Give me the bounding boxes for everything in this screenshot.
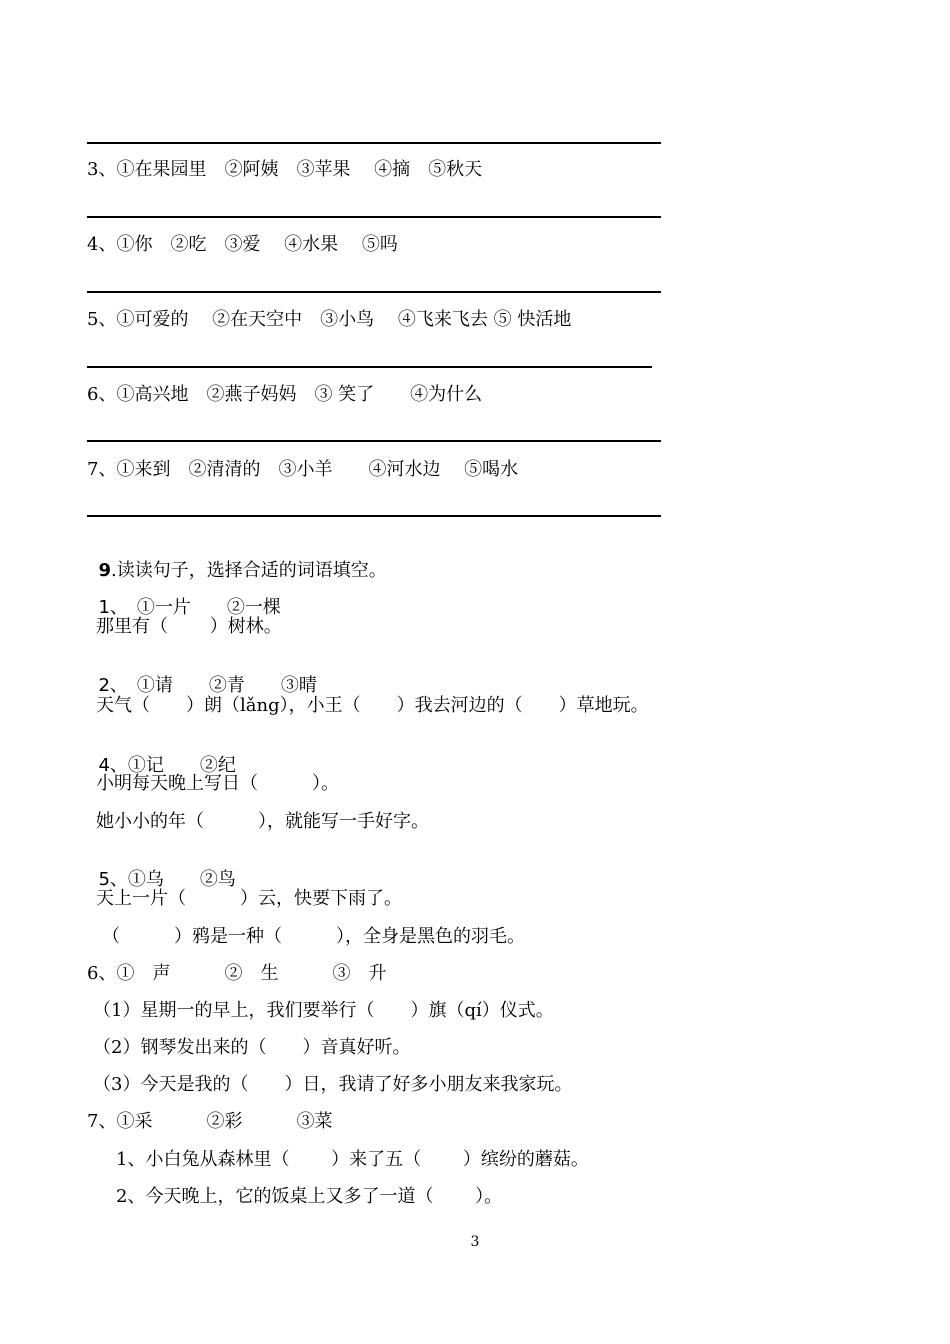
q5-number: 5 bbox=[98, 869, 110, 890]
order-item-3: 3、①在果园里 ②阿姨 ③苹果 ④摘 ⑤秋天 bbox=[87, 159, 483, 180]
q1-options bbox=[87, 572, 281, 620]
q4-sentence-2: 她小小的年（ ），就能写一手好字。 bbox=[96, 811, 429, 832]
order-item-5: 5、①可爱的 ②在天空中 ③小鸟 ④飞来飞去 ⑤ 快活地 bbox=[87, 309, 572, 330]
page-number: 3 bbox=[470, 1234, 480, 1250]
answer-line bbox=[87, 515, 661, 517]
q1-option-text: 、 ①一片 ②一棵 bbox=[109, 597, 281, 618]
q7-options: 7、①采 ②彩 ③菜 bbox=[87, 1111, 333, 1132]
answer-line bbox=[87, 366, 652, 368]
q4-number: 4 bbox=[98, 755, 110, 776]
answer-line bbox=[87, 216, 661, 218]
q5-option-text: 、①乌 ②鸟 bbox=[109, 869, 236, 890]
q7-sentence-1: 1、小白兔从森林里（ ）来了五（ ）缤纷的蘑菇。 bbox=[116, 1149, 589, 1170]
q4-options bbox=[87, 730, 236, 778]
q6-options: 6、① 声 ② 生 ③ 升 bbox=[87, 963, 387, 984]
order-item-7: 7、①来到 ②清清的 ③小羊 ④河水边 ⑤喝水 bbox=[87, 459, 519, 480]
q1-number: 1 bbox=[98, 597, 110, 618]
answer-line bbox=[87, 142, 661, 144]
q2-number: 2 bbox=[98, 675, 110, 696]
q4-option-text: 、①记 ②纪 bbox=[109, 755, 236, 776]
q7-sentence-2: 2、今天晚上，它的饭桌上又多了一道（ ）。 bbox=[116, 1186, 503, 1207]
q4-sentence-1: 小明每天晚上写日（ ）。 bbox=[96, 773, 339, 794]
order-item-4: 4、①你 ②吃 ③爱 ④水果 ⑤吗 bbox=[87, 234, 398, 255]
order-item-6: 6、①高兴地 ②燕子妈妈 ③ 笑了 ④为什么 bbox=[87, 384, 483, 405]
q6-sentence-2: （2）钢琴发出来的（ ）音真好听。 bbox=[93, 1037, 411, 1058]
q2-option-text: 、 ①请 ②青 ③晴 bbox=[109, 675, 317, 696]
section-instruction: .读读句子，选择合适的词语填空。 bbox=[110, 560, 387, 581]
q6-sentence-3: （3）今天是我的（ ）日，我请了好多小朋友来我家玩。 bbox=[93, 1074, 573, 1095]
q6-sentence-1: （1）星期一的早上，我们要举行（ ）旗（qí）仪式。 bbox=[93, 1000, 554, 1021]
answer-line bbox=[87, 440, 661, 442]
answer-line bbox=[87, 291, 661, 293]
q2-options bbox=[87, 650, 317, 698]
q2-sentence: 天气（ ）朗（lǎng），小王（ ）我去河边的（ ）草地玩。 bbox=[96, 695, 649, 716]
q5-sentence-1: 天上一片（ ）云，快要下雨了。 bbox=[96, 888, 402, 909]
q1-sentence: 那里有（ ）树林。 bbox=[96, 616, 282, 637]
q5-sentence-2: （ ）鸦是一种（ ），全身是黑色的羽毛。 bbox=[102, 926, 525, 947]
q5-options bbox=[87, 844, 236, 892]
section-number: 9 bbox=[98, 560, 111, 581]
